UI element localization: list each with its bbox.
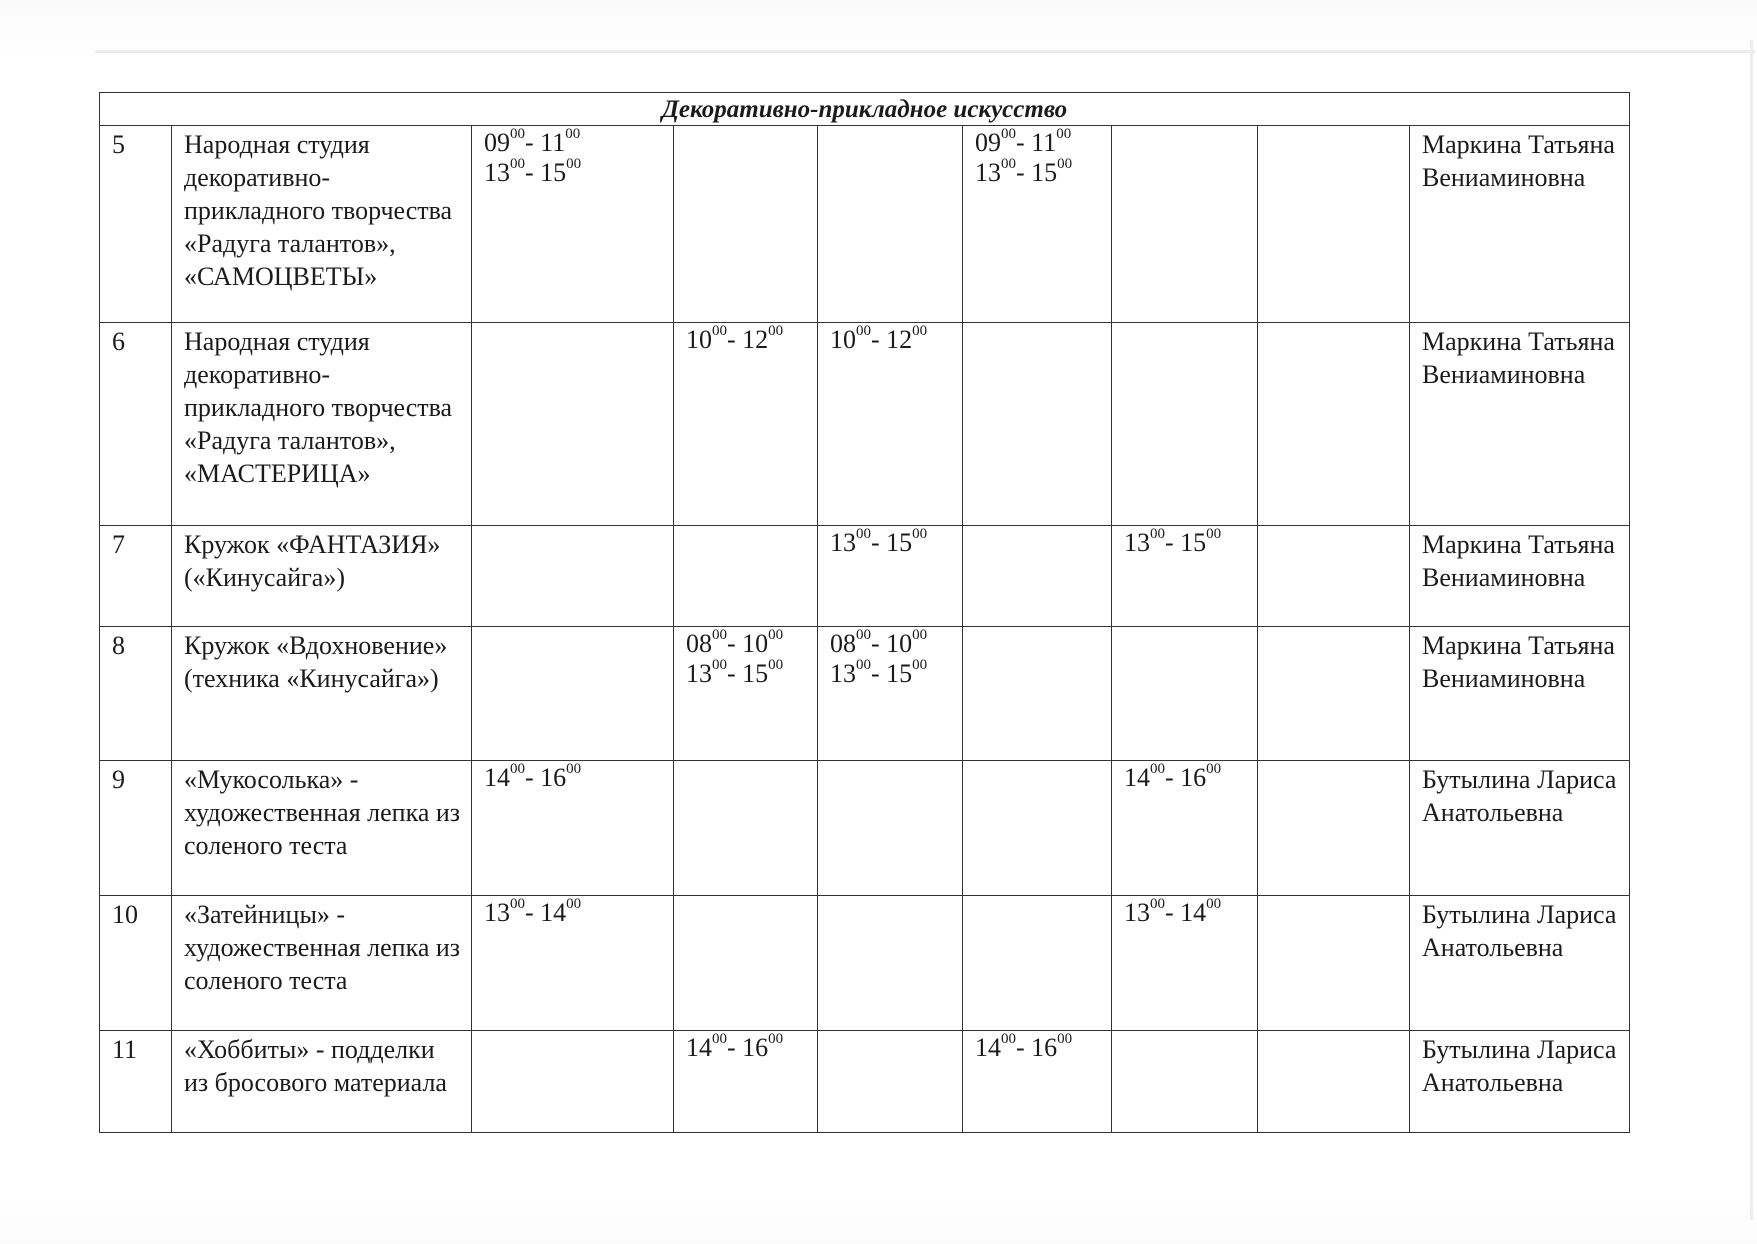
end-hour: 15: [1180, 528, 1207, 557]
time-slot: [686, 1033, 809, 1063]
time-slot: [1124, 528, 1249, 558]
section-title: Декоративно-прикладное искусство: [100, 93, 1630, 126]
row-number: 7: [100, 526, 172, 627]
start-hour: 13: [1124, 528, 1150, 557]
end-hour: 11: [540, 128, 566, 157]
schedule-cell-day-6: [1258, 896, 1410, 1031]
schedule-cell-day-4: [963, 323, 1112, 526]
end-minutes: 00: [912, 627, 928, 644]
end-hour: 15: [886, 659, 913, 688]
leader-name: Бутылина Лариса Анатольевна: [1422, 1035, 1617, 1097]
leader-cell: [1410, 526, 1630, 627]
time-separator: -: [1016, 158, 1032, 187]
time-slot: [484, 158, 665, 188]
table-row: [100, 126, 1630, 323]
start-minutes: 00: [1150, 526, 1165, 543]
leader-cell: [1410, 896, 1630, 1031]
time-slot: [686, 325, 809, 355]
time-separator: -: [727, 1033, 743, 1062]
start-minutes: 00: [856, 526, 871, 543]
time-separator: -: [525, 158, 541, 187]
schedule-cell-day-2: [674, 1031, 818, 1133]
start-hour: 10: [830, 325, 856, 354]
time-slot: [484, 763, 665, 793]
start-minutes: 00: [712, 657, 727, 674]
schedule-cell-day-1: [472, 627, 674, 761]
activity-name: «Затейницы» - художественная лепка из соленого теста: [184, 900, 461, 995]
start-minutes: 00: [856, 627, 871, 644]
schedule-cell-day-3: [818, 126, 963, 323]
leader-name: Маркина Татьяна Вениаминовна: [1422, 530, 1615, 592]
schedule-cell-day-6: [1258, 761, 1410, 896]
schedule-cell-day-3: [818, 526, 963, 627]
leader-cell: [1410, 323, 1630, 526]
schedule-cell-day-5: [1112, 323, 1258, 526]
time-slot: [830, 325, 954, 355]
table-row: [100, 323, 1630, 526]
leader-cell: [1410, 761, 1630, 896]
end-minutes: 00: [1206, 526, 1222, 543]
leader-cell: [1410, 627, 1630, 761]
row-number: 6: [100, 323, 172, 526]
row-number: 9: [100, 761, 172, 896]
start-hour: 13: [484, 898, 510, 927]
leader-name: Бутылина Лариса Анатольевна: [1422, 765, 1617, 827]
activity-name-cell: [172, 761, 472, 896]
activity-name: «Хоббиты» - подделки из бросового материала: [184, 1035, 447, 1097]
start-hour: 14: [1124, 763, 1150, 792]
schedule-cell-day-6: [1258, 1031, 1410, 1133]
time-separator: -: [871, 325, 887, 354]
time-slot: [686, 659, 809, 689]
end-minutes: 00: [768, 323, 784, 340]
start-hour: 14: [975, 1033, 1001, 1062]
schedule-cell-day-1: [472, 896, 674, 1031]
time-separator: -: [1016, 128, 1032, 157]
start-minutes: 00: [510, 761, 525, 778]
end-hour: 14: [1180, 898, 1207, 927]
start-hour: 13: [975, 158, 1001, 187]
start-hour: 13: [830, 659, 856, 688]
end-hour: 15: [886, 528, 913, 557]
start-hour: 13: [686, 659, 712, 688]
time-separator: -: [1165, 763, 1181, 792]
schedule-cell-day-1: [472, 526, 674, 627]
end-minutes: 00: [565, 126, 581, 143]
time-separator: -: [727, 659, 743, 688]
time-separator: -: [727, 629, 743, 658]
schedule-cell-day-3: [818, 1031, 963, 1133]
schedule-cell-day-3: [818, 627, 963, 761]
schedule-cell-day-3: [818, 323, 963, 526]
time-slot: [484, 128, 665, 158]
time-slot: [830, 629, 954, 659]
schedule-cell-day-6: [1258, 526, 1410, 627]
schedule-cell-day-6: [1258, 627, 1410, 761]
schedule-cell-day-4: [963, 896, 1112, 1031]
leader-name: Маркина Татьяна Вениаминовна: [1422, 631, 1615, 693]
schedule-cell-day-2: [674, 761, 818, 896]
activity-name: «Мукосолька» - художественная лепка из соленого теста: [184, 765, 461, 860]
schedule-cell-day-4: [963, 526, 1112, 627]
end-hour: 10: [742, 629, 769, 658]
time-separator: -: [525, 128, 541, 157]
activity-name-cell: [172, 896, 472, 1031]
end-minutes: 00: [566, 156, 582, 173]
time-separator: -: [1016, 1033, 1032, 1062]
activity-name-cell: [172, 126, 472, 323]
row-number: 8: [100, 627, 172, 761]
end-hour: 11: [1031, 128, 1057, 157]
activity-name: Кружок «ФАНТАЗИЯ» («Кинусайга»): [184, 530, 441, 592]
time-separator: -: [525, 898, 541, 927]
start-hour: 13: [484, 158, 510, 187]
start-hour: 08: [830, 629, 856, 658]
time-separator: -: [727, 325, 743, 354]
time-slot: [686, 629, 809, 659]
end-minutes: 00: [1057, 1031, 1073, 1048]
start-minutes: 00: [712, 627, 727, 644]
schedule-cell-day-1: [472, 126, 674, 323]
time-slot: [975, 158, 1103, 188]
schedule-cell-day-6: [1258, 323, 1410, 526]
scan-shadow-right: [1750, 40, 1753, 1220]
activity-name-cell: [172, 526, 472, 627]
activity-name: Кружок «Вдохновение» (техника «Кинусайга»): [184, 631, 448, 693]
schedule-cell-day-1: [472, 761, 674, 896]
activity-name-cell: [172, 323, 472, 526]
start-minutes: 00: [510, 156, 525, 173]
table-row: [100, 896, 1630, 1031]
schedule-cell-day-5: [1112, 526, 1258, 627]
schedule-cell-day-2: [674, 526, 818, 627]
end-minutes: 00: [768, 657, 784, 674]
start-minutes: 00: [1001, 156, 1016, 173]
time-separator: -: [871, 528, 887, 557]
start-minutes: 00: [1001, 126, 1016, 143]
start-hour: 14: [484, 763, 510, 792]
activity-name: Народная студия декоративно-прикладного творчества «Радуга талантов», «МАСТЕРИЦА»: [184, 327, 453, 488]
end-minutes: 00: [912, 323, 928, 340]
leader-name: Бутылина Лариса Анатольевна: [1422, 900, 1617, 962]
time-slot: [830, 528, 954, 558]
start-minutes: 00: [1150, 896, 1165, 913]
time-separator: -: [1165, 528, 1181, 557]
start-minutes: 00: [510, 896, 525, 913]
start-minutes: 00: [856, 657, 871, 674]
activity-name-cell: [172, 1031, 472, 1133]
table-row: [100, 526, 1630, 627]
start-hour: 09: [975, 128, 1001, 157]
table-row: [100, 761, 1630, 896]
time-slot: [484, 898, 665, 928]
end-hour: 16: [742, 1033, 769, 1062]
time-slot: [1124, 898, 1249, 928]
start-hour: 08: [686, 629, 712, 658]
time-slot: [975, 128, 1103, 158]
start-minutes: 00: [1150, 761, 1165, 778]
start-hour: 13: [1124, 898, 1150, 927]
end-hour: 16: [540, 763, 567, 792]
schedule-cell-day-1: [472, 323, 674, 526]
start-hour: 09: [484, 128, 510, 157]
start-hour: 14: [686, 1033, 712, 1062]
row-number: 10: [100, 896, 172, 1031]
schedule-cell-day-5: [1112, 126, 1258, 323]
end-minutes: 00: [1206, 896, 1222, 913]
time-slot: [1124, 763, 1249, 793]
end-hour: 15: [1031, 158, 1058, 187]
start-minutes: 00: [856, 323, 871, 340]
table-row: [100, 627, 1630, 761]
start-hour: 10: [686, 325, 712, 354]
leader-cell: [1410, 1031, 1630, 1133]
schedule-cell-day-2: [674, 126, 818, 323]
end-minutes: 00: [768, 627, 784, 644]
end-hour: 16: [1180, 763, 1207, 792]
start-hour: 13: [830, 528, 856, 557]
end-hour: 16: [1031, 1033, 1058, 1062]
end-minutes: 00: [1206, 761, 1222, 778]
leader-name: Маркина Татьяна Вениаминовна: [1422, 327, 1615, 389]
end-hour: 15: [742, 659, 769, 688]
end-minutes: 00: [768, 1031, 784, 1048]
leader-cell: [1410, 126, 1630, 323]
time-separator: -: [525, 763, 541, 792]
schedule-cell-day-2: [674, 627, 818, 761]
time-separator: -: [871, 659, 887, 688]
end-minutes: 00: [912, 526, 928, 543]
start-minutes: 00: [712, 1031, 727, 1048]
end-minutes: 00: [1057, 156, 1073, 173]
schedule-cell-day-2: [674, 896, 818, 1031]
schedule-cell-day-5: [1112, 1031, 1258, 1133]
schedule-cell-day-4: [963, 1031, 1112, 1133]
row-number: 5: [100, 126, 172, 323]
end-hour: 15: [540, 158, 567, 187]
schedule-cell-day-4: [963, 126, 1112, 323]
start-minutes: 00: [510, 126, 525, 143]
end-minutes: 00: [566, 761, 582, 778]
schedule-cell-day-1: [472, 1031, 674, 1133]
schedule-cell-day-6: [1258, 126, 1410, 323]
schedule-cell-day-4: [963, 761, 1112, 896]
activity-name-cell: [172, 627, 472, 761]
time-separator: -: [1165, 898, 1181, 927]
end-minutes: 00: [912, 657, 928, 674]
schedule-cell-day-2: [674, 323, 818, 526]
end-hour: 14: [540, 898, 567, 927]
end-minutes: 00: [566, 896, 582, 913]
schedule-cell-day-5: [1112, 761, 1258, 896]
leader-name: Маркина Татьяна Вениаминовна: [1422, 130, 1615, 192]
time-slot: [830, 659, 954, 689]
end-hour: 12: [742, 325, 769, 354]
activity-name: Народная студия декоративно-прикладного творчества «Радуга талантов», «САМОЦВЕТЫ»: [184, 130, 453, 291]
schedule-cell-day-3: [818, 761, 963, 896]
section-header-row: [100, 93, 1630, 126]
time-slot: [975, 1033, 1103, 1063]
end-hour: 12: [886, 325, 913, 354]
end-hour: 10: [886, 629, 913, 658]
time-separator: -: [871, 629, 887, 658]
start-minutes: 00: [712, 323, 727, 340]
row-number: 11: [100, 1031, 172, 1133]
schedule-cell-day-4: [963, 627, 1112, 761]
end-minutes: 00: [1056, 126, 1072, 143]
schedule-table: [99, 92, 1630, 1133]
schedule-cell-day-3: [818, 896, 963, 1031]
schedule-cell-day-5: [1112, 896, 1258, 1031]
schedule-cell-day-5: [1112, 627, 1258, 761]
scan-shadow-top: [95, 50, 1755, 53]
start-minutes: 00: [1001, 1031, 1016, 1048]
table-row: [100, 1031, 1630, 1133]
